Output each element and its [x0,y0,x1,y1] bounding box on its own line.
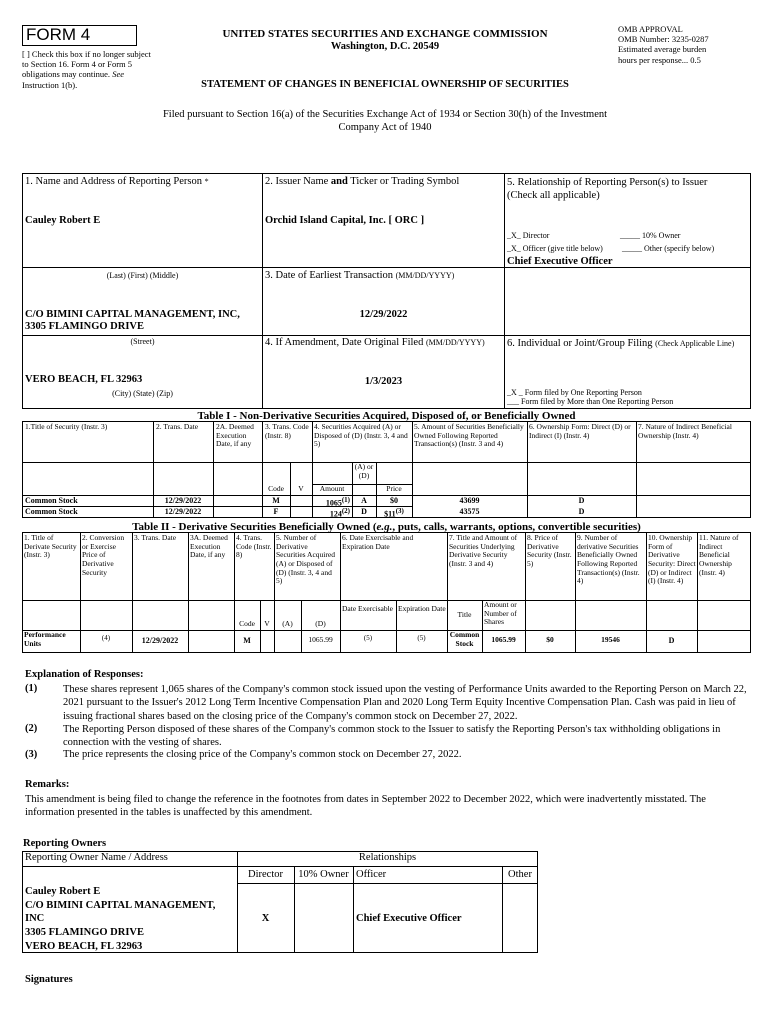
t1-h2a: 2A. Deemed Execution Date, if any [216,423,254,449]
owner-officer-title: Chief Executive Officer [356,913,462,924]
owner-name-address: Cauley Robert E C/O BIMINI CAPITAL MANAGEMENT, INC 3305 FLAMINGO DRIVE VERO BEACH, FL 32963 [25,886,216,952]
signatures-heading: Signatures [25,974,73,985]
no-longer-subject-checkbox[interactable] [22,49,154,90]
officer-checkbox[interactable]: _X_ Officer (give title below) [507,244,603,253]
agency-city: Washington, D.C. 20549 [330,41,440,52]
street-legend: (Street) [130,337,155,346]
ten-percent-owner-checkbox[interactable]: _____ 10% Owner [620,231,681,240]
omb-approval: OMB APPROVAL OMB Number: 3235-0287 Estimated average burden hours per response... 0.5 [618,24,709,65]
remarks-text: This amendment is being filed to change the reference in the footnotes from dates in September 2022 to December 2022, which were inadvertently misstated. The information presented in the tables is unaffected by this amendment. [25,794,706,819]
group-option[interactable]: ___ Form filed by More than One Reporting Person [507,397,674,406]
box1-label: 1. Name and Address of Reporting Person * [25,176,209,187]
reporting-person-name: Cauley Robert E [25,215,101,226]
explanation-heading: Explanation of Responses: [25,669,144,680]
reporting-person-street: C/O BIMINI CAPITAL MANAGEMENT, INC, 3305 FLAMINGO DRIVE [25,309,240,333]
owners-heading: Reporting Owners [23,838,107,849]
table2-title: Table II - Derivative Securities Beneficially Owned (e.g., puts, calls, warrants, options, convertible securities) [132,521,641,533]
amendment-date: 1/3/2023 [364,376,403,387]
other-checkbox[interactable]: _____ Other (specify below) [622,244,715,253]
city-legend: (City) (State) (Zip) [112,389,173,398]
director-checkbox[interactable]: _X_ Director [507,231,550,240]
one-person-option[interactable]: _X _ Form filed by One Reporting Person [507,388,642,397]
t1-h4: 4. Securities Acquired (A) or Disposed of (D) (Instr. 3, 4 and 5) [314,423,408,449]
box3-label: 3. Date of Earliest Transaction (MM/DD/YYYY) [265,270,455,281]
issuer-name: Orchid Island Capital, Inc. [ ORC ] [265,215,425,226]
t1-h5: 5. Amount of Securities Beneficially Owned Following Reported Transaction(s) (Instr. 3 and 4) [414,423,524,449]
box6-label: 6. Individual or Joint/Group Filing (Check Applicable Line) [507,338,735,349]
filed-pursuant: Filed pursuant to Section 16(a) of the Securities Exchange Act of 1934 or Section 30(h) of the Investment Company Act of 1940 [162,109,608,134]
earliest-transaction-date: 12/29/2022 [359,309,408,320]
reporting-person-city: VERO BEACH, FL 32963 [25,374,143,385]
form-title: FORM 4 [26,25,91,44]
table1-title: Table I - Non-Derivative Securities Acquired, Disposed of, or Beneficially Owned [197,410,576,422]
agency-name: UNITED STATES SECURITIES AND EXCHANGE COMMISSION [222,28,548,40]
t1-h6: 6. Ownership Form: Direct (D) or Indirect (I) (Instr. 4) [529,423,631,440]
check-see: See [112,69,124,80]
t1-h7: 7. Nature of Indirect Beneficial Ownership (Instr. 4) [638,423,732,440]
box4-label: 4. If Amendment, Date Original Filed (MM/DD/YYYY) [265,337,485,348]
remarks-heading: Remarks: [25,779,70,790]
statement-title: STATEMENT OF CHANGES IN BENEFICIAL OWNERSHIP OF SECURITIES [201,79,569,90]
box5-label: 5. Relationship of Reporting Person(s) to Issuer (Check all applicable) [507,177,708,202]
owner-director-mark: X [261,913,270,924]
check-text: [ ] Check this box if no longer subject to Section 16. Form 4 or Form 5 obligations may continue. [22,49,151,80]
name-legend: (Last) (First) (Middle) [106,271,179,280]
t1-h2: 2. Trans. Date [156,423,199,431]
t1-h1: 1.Title of Security (Instr. 3) [25,423,108,431]
box2-label: 2. Issuer Name and Ticker or Trading Symbol [265,176,460,187]
officer-title: Chief Executive Officer [507,256,613,267]
t1-h3: 3. Trans. Code (Instr. 8) [265,423,309,440]
check-instr: Instruction 1(b). [22,79,78,90]
